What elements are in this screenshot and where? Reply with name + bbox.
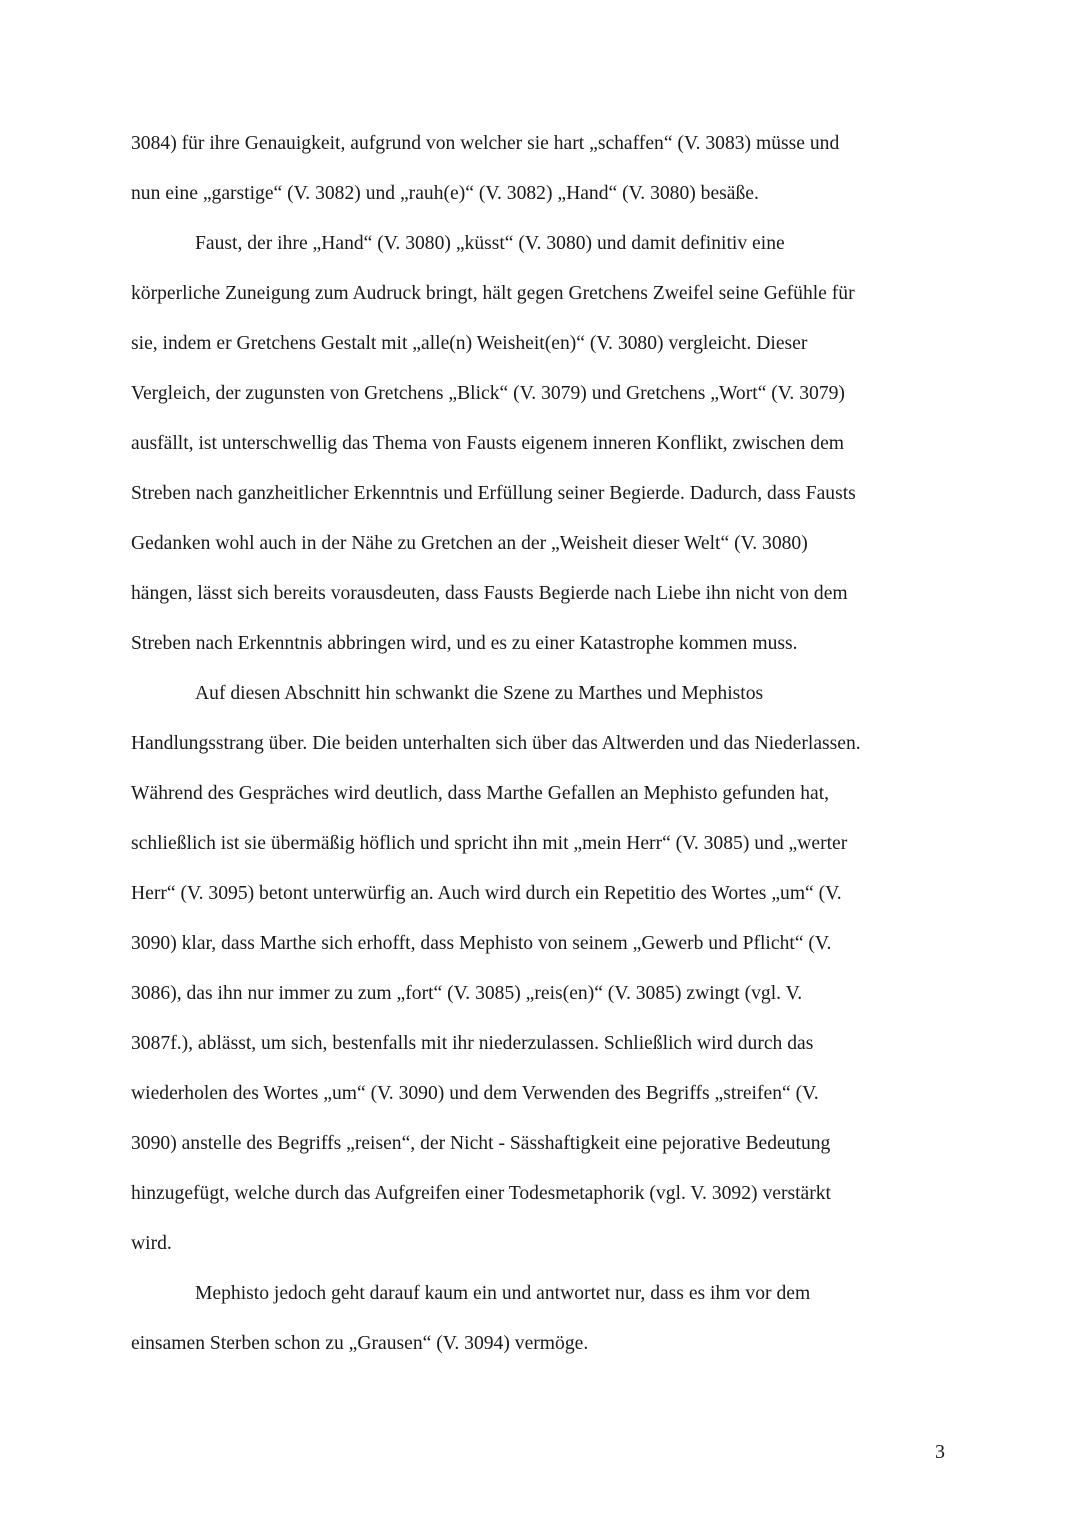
paragraph-start-line: Auf diesen Abschnitt hin schwankt die Szene zu Marthes und Mephistos bbox=[195, 683, 764, 704]
paragraph-start-line: Faust, der ihre „Hand“ (V. 3080) „küsst“ (V. 3080) und damit definitiv eine bbox=[195, 233, 785, 254]
text-line: ausfällt, ist unterschwellig das Thema von Fausts eigenem inneren Konflikt, zwischen dem bbox=[131, 433, 845, 454]
text-line: 3090) klar, dass Marthe sich erhofft, dass Mephisto von seinem „Gewerb und Pflicht“ (V. bbox=[131, 933, 832, 954]
text-line: sie, indem er Gretchens Gestalt mit „alle(n) Weisheit(en)“ (V. 3080) vergleicht. Dieser bbox=[131, 333, 808, 354]
text-line: Gedanken wohl auch in der Nähe zu Gretchen an der „Weisheit dieser Welt“ (V. 3080) bbox=[131, 533, 808, 554]
text-line: schließlich ist sie übermäßig höflich und spricht ihn mit „mein Herr“ (V. 3085) und „werter bbox=[131, 833, 848, 854]
text-line: 3090) anstelle des Begriffs „reisen“, der Nicht - Sässhaftigkeit eine pejorative Bedeutung bbox=[131, 1133, 831, 1154]
text-line: einsamen Sterben schon zu „Grausen“ (V. 3094) vermöge. bbox=[131, 1333, 589, 1354]
text-line: Handlungsstrang über. Die beiden unterhalten sich über das Altwerden und das Niederlassen. bbox=[131, 733, 861, 754]
text-line: 3084) für ihre Genauigkeit, aufgrund von welcher sie hart „schaffen“ (V. 3083) müsse und bbox=[131, 133, 840, 154]
text-line: 3086), das ihn nur immer zu zum „fort“ (V. 3085) „reis(en)“ (V. 3085) zwingt (vgl. V. bbox=[131, 983, 803, 1004]
text-line: hinzugefügt, welche durch das Aufgreifen einer Todesmetaphorik (vgl. V. 3092) verstärkt bbox=[131, 1183, 831, 1204]
text-line: Streben nach Erkenntnis abbringen wird, und es zu einer Katastrophe kommen muss. bbox=[131, 633, 798, 654]
text-line: Herr“ (V. 3095) betont unterwürfig an. Auch wird durch ein Repetitio des Wortes „um“ (V. bbox=[131, 883, 842, 904]
text-line: Während des Gespräches wird deutlich, dass Marthe Gefallen an Mephisto gefunden hat, bbox=[131, 783, 830, 804]
page-number: 3 bbox=[935, 1441, 945, 1463]
text-line: körperliche Zuneigung zum Audruck bringt, hält gegen Gretchens Zweifel seine Gefühle für bbox=[131, 283, 855, 304]
text-line: hängen, lässt sich bereits vorausdeuten, dass Fausts Begierde nach Liebe ihn nicht von dem bbox=[131, 583, 848, 604]
text-line: Vergleich, der zugunsten von Gretchens „Blick“ (V. 3079) und Gretchens „Wort“ (V. 3079) bbox=[131, 383, 845, 404]
text-line: wiederholen des Wortes „um“ (V. 3090) und dem Verwenden des Begriffs „streifen“ (V. bbox=[131, 1083, 819, 1104]
text-line: Streben nach ganzheitlicher Erkenntnis und Erfüllung seiner Begierde. Dadurch, dass Fausts bbox=[131, 483, 856, 504]
text-line: wird. bbox=[131, 1233, 172, 1254]
paragraph-start-line: Mephisto jedoch geht darauf kaum ein und antwortet nur, dass es ihm vor dem bbox=[195, 1283, 811, 1304]
text-line: nun eine „garstige“ (V. 3082) und „rauh(e)“ (V. 3082) „Hand“ (V. 3080) besäße. bbox=[131, 183, 759, 204]
text-line: 3087f.), ablässt, um sich, bestenfalls mit ihr niederzulassen. Schließlich wird durch das bbox=[131, 1033, 814, 1054]
